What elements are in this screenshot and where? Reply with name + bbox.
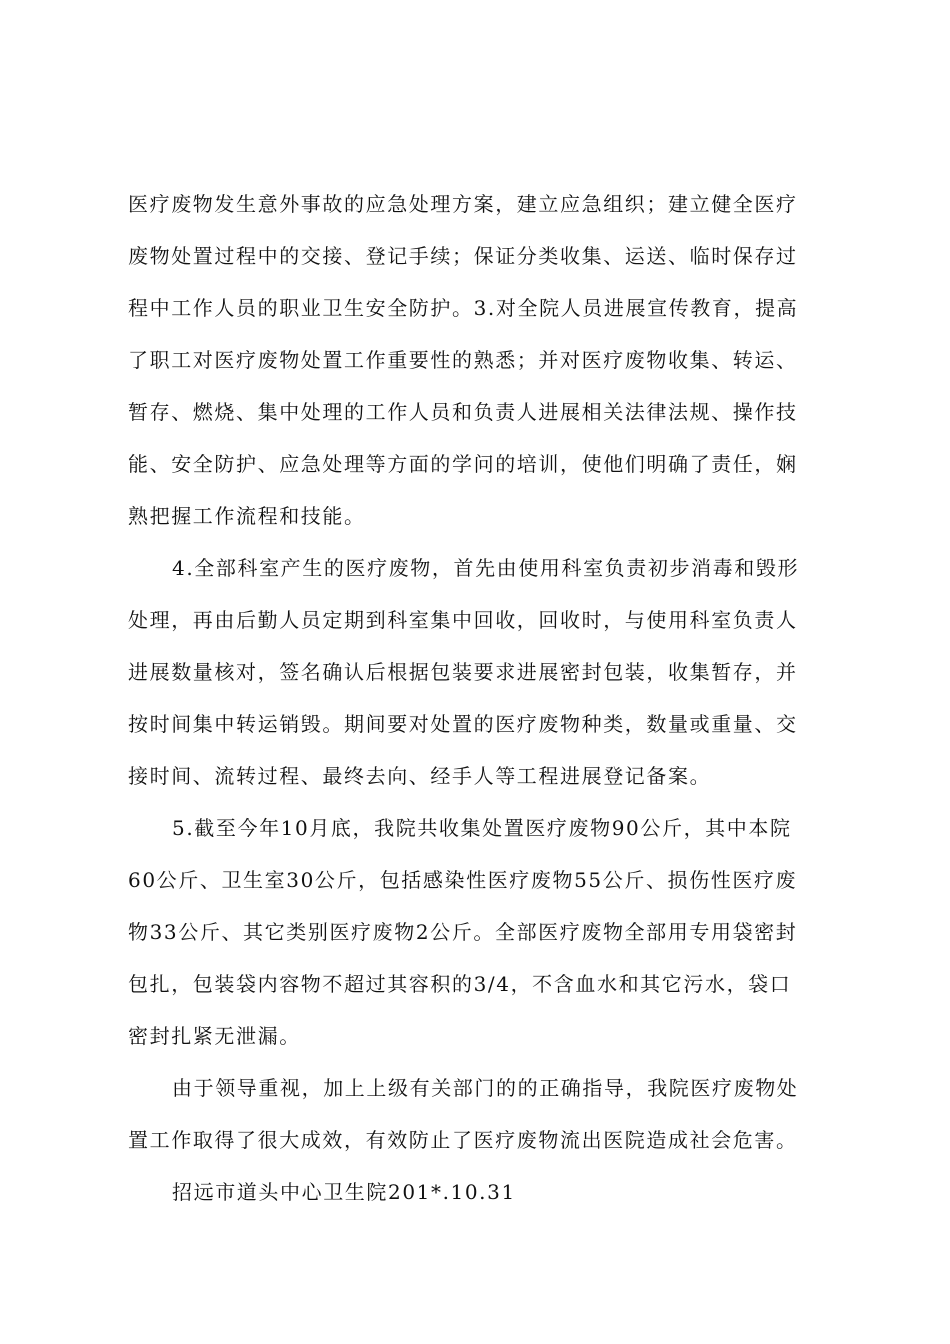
text-line: 按时间集中转运销毁。期间要对处置的医疗废物种类，数量或重量、交 bbox=[128, 712, 798, 736]
paragraph-emergency-plan bbox=[128, 178, 828, 542]
text-line: 接时间、流转过程、最终去向、经手人等工程进展登记备案。 bbox=[128, 764, 712, 788]
text-line: 物33公斤、其它类别医疗废物2公斤。全部医疗废物全部用专用袋密封 bbox=[128, 920, 798, 944]
text-line: 程中工作人员的职业卫生安全防护。3.对全院人员进展宣传教育，提高 bbox=[128, 296, 799, 320]
text-line: 招远市道头中心卫生院201*.10.31 bbox=[172, 1180, 516, 1204]
text-line: 5.截至今年10月底，我院共收集处置医疗废物90公斤，其中本院 bbox=[172, 816, 792, 840]
text-line: 了职工对医疗废物处置工作重要性的熟悉；并对医疗废物收集、转运、 bbox=[128, 348, 798, 372]
signature-date bbox=[128, 1166, 828, 1218]
paragraph-item-4 bbox=[128, 542, 828, 802]
document-body bbox=[128, 178, 828, 1218]
text-line: 置工作取得了很大成效，有效防止了医疗废物流出医院造成社会危害。 bbox=[128, 1128, 798, 1152]
text-line: 熟把握工作流程和技能。 bbox=[128, 504, 366, 528]
text-line: 由于领导重视，加上上级有关部门的的正确指导，我院医疗废物处 bbox=[172, 1076, 799, 1100]
text-line: 处理，再由后勤人员定期到科室集中回收，回收时，与使用科室负责人 bbox=[128, 608, 798, 632]
text-line: 能、安全防护、应急处理等方面的学问的培训，使他们明确了责任，娴 bbox=[128, 452, 798, 476]
text-line: 包扎，包装袋内容物不超过其容积的3/4，不含血水和其它污水，袋口 bbox=[128, 972, 792, 996]
paragraph-conclusion bbox=[128, 1062, 828, 1166]
text-line: 密封扎紧无泄漏。 bbox=[128, 1024, 301, 1048]
text-line: 医疗废物发生意外事故的应急处理方案，建立应急组织；建立健全医疗 bbox=[128, 192, 798, 216]
text-line: 进展数量核对，签名确认后根据包装要求进展密封包装，收集暂存，并 bbox=[128, 660, 798, 684]
text-line: 4.全部科室产生的医疗废物，首先由使用科室负责初步消毒和毁形 bbox=[172, 556, 800, 580]
text-line: 60公斤、卫生室30公斤，包括感染性医疗废物55公斤、损伤性医疗废 bbox=[128, 868, 798, 892]
text-line: 废物处置过程中的交接、登记手续；保证分类收集、运送、临时保存过 bbox=[128, 244, 798, 268]
paragraph-item-5 bbox=[128, 802, 828, 1062]
text-line: 暂存、燃烧、集中处理的工作人员和负责人进展相关法律法规、操作技 bbox=[128, 400, 798, 424]
